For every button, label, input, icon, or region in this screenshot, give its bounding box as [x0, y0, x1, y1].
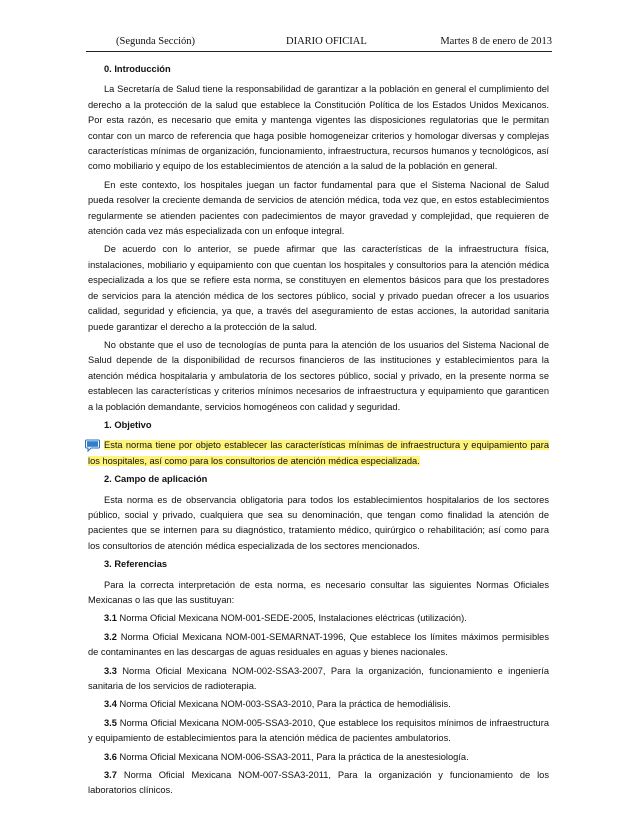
paragraph: De acuerdo con lo anterior, se puede afirmar que las características de la infraestructura física, instalaciones, mobiliario y equipamiento con que cuentan los hospitales y consultorios para la atención médica especializada a los que se refiere esta norma, se constituyen en elementos básicos para que los prestadores de servicios para la atención médica de los sectores público, social y privado puedan ofrecer a los usuarios calidad, seguridad y eficiencia, ya que, a través del aseguramiento de estas acciones, la autoridad sanitaria puede garantizar el derecho a la protección de la salud.	[88, 244, 549, 332]
highlight-text[interactable]: Esta norma tiene por objeto establecer las características mínimas de infraestructura y equipamiento para los hospitales, así como para los consultorios de atención médica especializada.	[88, 440, 549, 466]
reference-text: Norma Oficial Mexicana NOM-002-SSA3-2007, Para la organización, funcionamiento e ingeniería sanitaria de los servicios de radioterapia.	[88, 665, 549, 692]
paragraph: En este contexto, los hospitales juegan un factor fundamental para que el Sistema Nacional de Salud pueda resolver la creciente demanda de servicios de atención médica, toda vez que, en estos establecimientos regularmente se atienden pacientes con padecimientos de mayor gravedad y complejidad, que requieren de atención cada vez más especializada con un enfoque integral.	[88, 179, 549, 237]
reference-item	[88, 768, 549, 799]
reference-text: Norma Oficial Mexicana NOM-007-SSA3-2011, Para la organización y funcionamiento de los laboratorios clínicos.	[88, 770, 549, 796]
reference-text: Norma Oficial Mexicana NOM-001-SEMARNAT-1996, Que establece los límites máximos permisibles de contaminantes en las descargas de aguas residuales en aguas y bienes nacionales.	[88, 631, 549, 658]
reference-item	[88, 630, 549, 661]
header-date: Martes 8 de enero de 2013	[440, 36, 552, 47]
reference-number: 3.7	[104, 770, 117, 781]
reference-text: Norma Oficial Mexicana NOM-006-SSA3-2011, Para la práctica de la anestesiología.	[119, 751, 469, 762]
document-body	[88, 62, 549, 802]
page-header	[86, 36, 552, 52]
header-rule	[86, 51, 552, 52]
reference-item	[88, 697, 549, 712]
paragraph: No obstante que el uso de tecnologías de punta para la atención de los usuarios del Sistema Nacional de Salud depende de la disponibilidad de recursos financieros de las instituciones y establecimientos para la atención médica hospitalaria y ambulatoria de los sectores público, social y privado, en la presente norma se establecen las características y criterios mínimos necesarios de infraestructura y equipamiento que garanticen a la población demandante, servicios homogéneos con calidad y seguridad.	[88, 339, 549, 412]
paragraph: La Secretaría de Salud tiene la responsabilidad de garantizar a la población en general el cumplimiento del derecho a la protección de la salud que establece la Constitución Política de los Estados Unidos Mexicanos. Por esta razón, es necesario que emita y mantenga vigentes las disposiciones regulatorias que le permitan contar con un marco de referencia que haga posible homogeneizar criterios y homologar diversas y complejas características mínimas de organización, funcionamiento, infraestructura, recursos humanos y tecnológicos, así como mobiliario y equipo de los establecimientos de atención a la salud de la población en general.	[88, 84, 549, 172]
section-title-referencias: 3. Referencias	[104, 559, 168, 570]
header-publication: DIARIO OFICIAL	[286, 36, 367, 47]
reference-item	[88, 750, 549, 765]
section-title-introduccion: 0. Introducción	[104, 64, 171, 74]
reference-item	[88, 716, 549, 747]
paragraph: Para la correcta interpretación de esta norma, es necesario consultar las siguientes Normas Oficiales Mexicanas o las que las sustituyan:	[88, 579, 549, 605]
reference-number: 3.6	[104, 751, 117, 762]
section-title-objetivo: 1. Objetivo	[104, 419, 152, 430]
reference-number: 3.5	[104, 717, 117, 728]
reference-text: Norma Oficial Mexicana NOM-005-SSA3-2010, Que establece los requisitos mínimos de infraestructura y equipamiento de establecimientos para la atención médica de pacientes ambulatorios.	[88, 717, 549, 744]
reference-text: Norma Oficial Mexicana NOM-001-SEDE-2005, Instalaciones eléctricas (utilización).	[119, 613, 467, 624]
header-section: (Segunda Sección)	[116, 36, 196, 47]
reference-item	[88, 664, 549, 695]
reference-number: 3.2	[104, 631, 117, 642]
paragraph: Esta norma es de observancia obligatoria para todos los establecimientos hospitalarios de los sectores público, social y privado, cualquiera que sea su denominación, que tengan como finalidad la atención de pacientes que se internen para su diagnóstico, tratamiento médico, quirúrgico o rehabilitación; así como para los consultorios de atención médica especializada de los sectores mencionados.	[88, 494, 549, 551]
reference-number: 3.4	[104, 699, 117, 710]
reference-number: 3.3	[104, 665, 117, 676]
reference-item	[88, 611, 549, 626]
reference-text: Norma Oficial Mexicana NOM-003-SSA3-2010, Para la práctica de hemodiálisis.	[119, 699, 451, 710]
reference-number: 3.1	[104, 613, 117, 624]
highlighted-paragraph[interactable]	[88, 438, 549, 469]
section-title-campo: 2. Campo de aplicación	[104, 474, 208, 485]
comment-icon[interactable]	[85, 439, 100, 452]
